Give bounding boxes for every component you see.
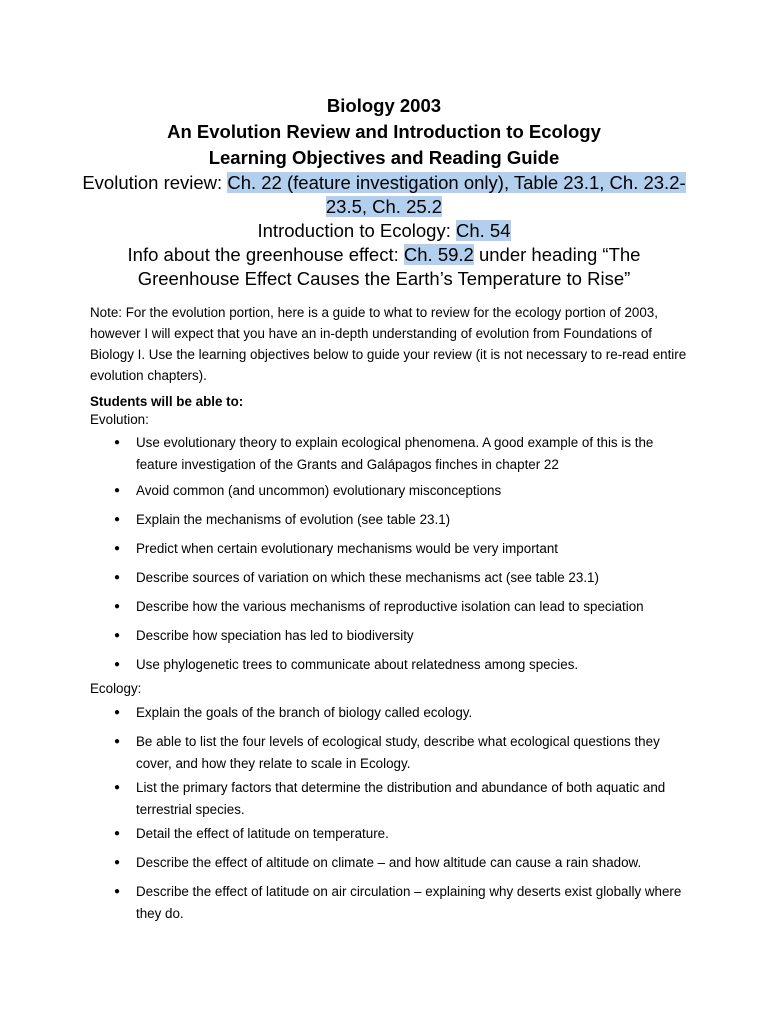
evolution-review-line-2 xyxy=(60,195,708,219)
list-item xyxy=(90,852,690,874)
bullet-icon: ● xyxy=(114,828,121,839)
bullet-icon: ● xyxy=(114,707,121,718)
note-paragraph: Note: For the evolution portion, here is a guide to what to review for the ecology portion of 2003, however I will expect that you have an in-depth understanding of evolution from Foundations of Biology I. Use the learning objectives below to guide your review (it is not necessary to re-read entire evolution chapters). xyxy=(90,305,687,383)
bullet-icon: ● xyxy=(114,543,121,554)
list-item-text: Explain the mechanisms of evolution (see table 23.1) xyxy=(136,512,451,527)
list-item-text: Describe the effect of latitude on air circulation – explaining why deserts exist globally where they do. xyxy=(136,884,682,921)
document-subtitle: Learning Objectives and Reading Guide xyxy=(208,147,560,168)
list-item xyxy=(90,777,690,821)
list-item xyxy=(90,625,690,647)
greenhouse-suffix: under heading “The xyxy=(473,244,641,265)
evolution-review-line xyxy=(60,171,708,195)
document-title: An Evolution Review and Introduction to Ecology xyxy=(167,121,601,142)
students-heading: Students will be able to: xyxy=(90,394,244,409)
list-item xyxy=(90,538,690,560)
ecology-objectives-list xyxy=(90,702,690,925)
intro-ecology-chapter-highlight: Ch. 54 xyxy=(455,220,511,241)
objectives-intro xyxy=(90,392,243,412)
document-header xyxy=(60,93,708,291)
evolution-review-chapters-highlight-2: 23.5, Ch. 25.2 xyxy=(325,196,443,217)
bullet-icon: ● xyxy=(114,437,121,448)
intro-ecology-line xyxy=(60,219,708,243)
list-item-text: Avoid common (and uncommon) evolutionary misconceptions xyxy=(136,483,502,498)
course-title: Biology 2003 xyxy=(326,95,442,116)
list-item xyxy=(90,654,690,676)
list-item-text: Be able to list the four levels of ecological study, describe what ecological questions they cover, and how they relate to scale in Ecology. xyxy=(136,734,660,771)
list-item-text: Predict when certain evolutionary mechanisms would be very important xyxy=(136,541,559,556)
bullet-icon: ● xyxy=(114,886,121,897)
list-item xyxy=(90,596,690,618)
greenhouse-chapter-highlight: Ch. 59.2 xyxy=(403,244,474,265)
bullet-icon: ● xyxy=(114,514,121,525)
list-item xyxy=(90,480,690,502)
greenhouse-line xyxy=(60,243,708,267)
list-item xyxy=(90,432,690,476)
list-item-text: Explain the goals of the branch of biology called ecology. xyxy=(136,705,473,720)
bullet-icon: ● xyxy=(114,736,121,747)
bullet-icon: ● xyxy=(114,485,121,496)
greenhouse-line-2: Greenhouse Effect Causes the Earth’s Temperature to Rise” xyxy=(137,268,631,289)
list-item-text: Describe sources of variation on which these mechanisms act (see table 23.1) xyxy=(136,570,599,585)
evolution-section-label: Evolution: xyxy=(90,412,149,427)
bullet-icon: ● xyxy=(114,601,121,612)
list-item xyxy=(90,823,690,845)
bullet-icon: ● xyxy=(114,659,121,670)
list-item-text: Detail the effect of latitude on temperature. xyxy=(136,826,389,841)
list-item xyxy=(90,731,690,775)
list-item-text: Describe how the various mechanisms of reproductive isolation can lead to speciation xyxy=(136,599,644,614)
list-item-text: Use evolutionary theory to explain ecological phenomena. A good example of this is the feature investigation of the Grants and Galápagos finches in chapter 22 xyxy=(136,435,654,472)
bullet-icon: ● xyxy=(114,857,121,868)
bullet-icon: ● xyxy=(114,630,121,641)
bullet-icon: ● xyxy=(114,572,121,583)
list-item xyxy=(90,881,690,925)
list-item xyxy=(90,509,690,531)
list-item-text: Describe how speciation has led to biodiversity xyxy=(136,628,414,643)
bullet-icon: ● xyxy=(114,782,121,793)
ecology-section-label: Ecology: xyxy=(90,681,142,696)
list-item xyxy=(90,567,690,589)
evolution-review-prefix: Evolution review: xyxy=(82,172,228,193)
evolution-review-chapters-highlight: Ch. 22 (feature investigation only), Table 23.1, Ch. 23.2- xyxy=(227,172,686,193)
evolution-objectives-list xyxy=(90,432,690,676)
list-item xyxy=(90,702,690,724)
list-item-text: Use phylogenetic trees to communicate about relatedness among species. xyxy=(136,657,579,672)
greenhouse-prefix: Info about the greenhouse effect: xyxy=(127,244,404,265)
intro-ecology-prefix: Introduction to Ecology: xyxy=(257,220,456,241)
list-item-text: List the primary factors that determine the distribution and abundance of both aquatic and terrestrial species. xyxy=(136,780,666,817)
list-item-text: Describe the effect of altitude on climate – and how altitude can cause a rain shadow. xyxy=(136,855,642,870)
